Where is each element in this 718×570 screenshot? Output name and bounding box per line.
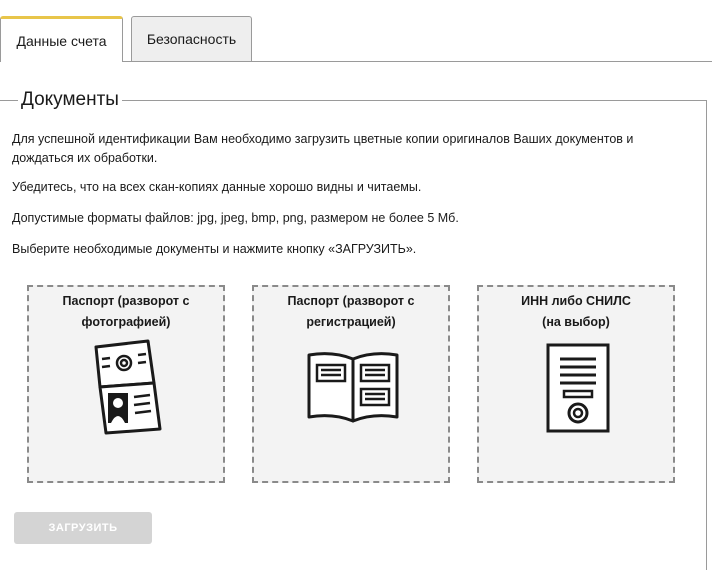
instruction-text: Для успешной идентификации Вам необходимо загрузить цветные копии оригиналов Ваших документов и дождаться их обработки. [12, 132, 634, 165]
instruction-text: Убедитесь, что на всех скан-копиях данные хорошо видны и читаемы. [12, 180, 422, 194]
tab-account-data[interactable] [0, 16, 123, 62]
upload-button[interactable]: ЗАГРУЗИТЬ [14, 512, 152, 544]
documents-legend: Документы [18, 89, 122, 111]
card-label [29, 291, 223, 333]
tab-label: Данные счета [16, 32, 107, 49]
upload-card-passport-registration[interactable] [252, 285, 450, 483]
open-book-icon [303, 337, 403, 437]
tab-label: Безопасность [146, 31, 237, 47]
card-label-line: регистрацией) [306, 315, 396, 329]
card-label-line: (на выбор) [542, 315, 610, 329]
tab-security[interactable] [131, 16, 252, 61]
card-label [254, 291, 448, 333]
card-label-line: фотографией) [81, 315, 171, 329]
card-label [479, 291, 673, 333]
passport-photo-icon [78, 337, 178, 437]
card-label-line: ИНН либо СНИЛС [521, 294, 631, 308]
card-label-line: Паспорт (разворот с [62, 294, 190, 308]
instruction-text: Выберите необходимые документы и нажмите кнопку «ЗАГРУЗИТЬ». [12, 242, 417, 256]
upload-card-inn-snils[interactable] [477, 285, 675, 483]
certificate-icon [528, 337, 628, 437]
card-label-line: Паспорт (разворот с [287, 294, 415, 308]
formats-text: Допустимые форматы файлов: jpg, jpeg, bmp, png, размером не более 5 Мб. [12, 211, 459, 225]
tab-bar [0, 16, 712, 62]
upload-card-passport-photo[interactable] [27, 285, 225, 483]
